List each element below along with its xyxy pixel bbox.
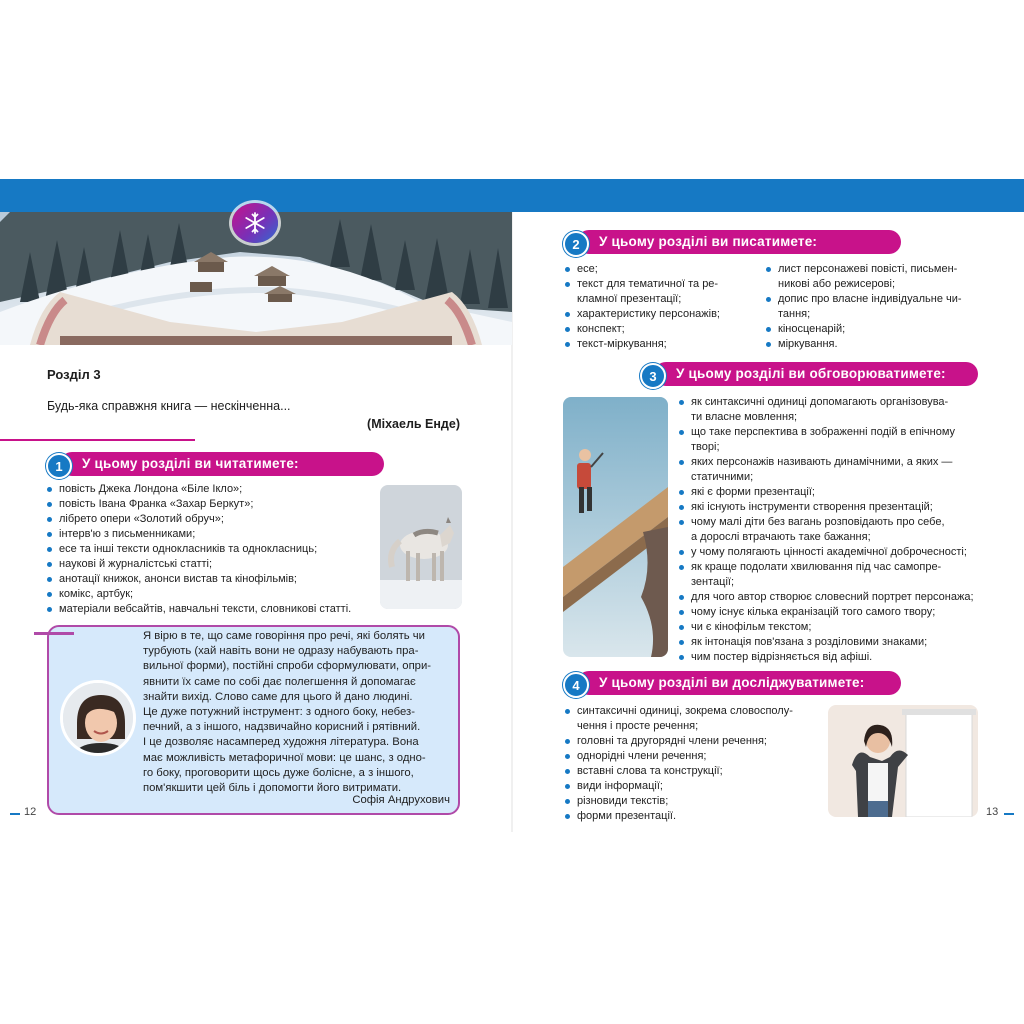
mountain-climber-photo (563, 397, 668, 657)
section-number: 2 (563, 231, 589, 257)
list-item: міркування. (766, 337, 984, 352)
epigraph-author: (Міхаель Енде) (367, 417, 460, 431)
quote-line: явнити їх саме по собі дає полегшення й допомагає (143, 675, 416, 688)
page-number-line (1004, 813, 1014, 815)
list-item: есе та інші тексти однокласників та однокласниць; (47, 542, 382, 557)
list-item: повість Івана Франка «Захар Беркут»; (47, 497, 382, 512)
page-number-right: 13 (986, 806, 999, 818)
list-item: допис про власне індивідуальне чи- тання; (766, 292, 984, 322)
list-item: комікс, артбук; (47, 587, 382, 602)
list-item: у чому полягають цінності академічної доброчесності; (679, 545, 984, 560)
list-item: чому існує кілька екранізацій того самого твору; (679, 605, 984, 620)
list-item: лист персонажеві повісті, письмен- никові або режисерові; (766, 262, 984, 292)
page-number-line (10, 813, 20, 815)
list-item: вставні слова та конструкції; (565, 764, 820, 779)
list-item: лібрето опери «Золотий обруч»; (47, 512, 382, 527)
section-title: У цьому розділі ви обговорюватимете: (654, 362, 978, 386)
list-item: інтерв'ю з письменниками; (47, 527, 382, 542)
quote-line: печний, а з іншого, надзвичайно корисний і рятівний. (143, 721, 421, 734)
wolf-photo (380, 485, 462, 609)
list-item: есе; (565, 262, 755, 277)
list-item: синтаксичні одиниці, зокрема словосполу- чення і просте речення; (565, 704, 820, 734)
quote-line: турбують (хай навіть вони не одразу набувають пра- (143, 645, 419, 658)
quote-tab (34, 632, 74, 635)
list-item: як краще подолати хвилювання під час самопре- зентації; (679, 560, 984, 590)
page-number-left: 12 (24, 806, 37, 818)
divider (0, 439, 195, 441)
list-item: чи є кінофільм текстом; (679, 620, 984, 635)
list-item: види інформації; (565, 779, 820, 794)
list-item: наукові й журналістські статті; (47, 557, 382, 572)
section-number: 3 (640, 363, 666, 389)
writing-list-col2 (766, 262, 984, 352)
list-item: які є форми презентації; (679, 485, 984, 500)
list-item: чим постер відрізняється від афіші. (679, 650, 984, 665)
list-item: як синтаксичні одиниці допомагають організовува- ти власне мовлення; (679, 395, 984, 425)
quote-text (143, 629, 451, 796)
list-item: повість Джека Лондона «Біле Ікло»; (47, 482, 382, 497)
snowflake-icon (232, 203, 278, 243)
quote-line: І це дозволяє насамперед художня література. Вона (143, 736, 419, 749)
list-item: форми презентації. (565, 809, 820, 824)
quote-line: знайти вихід. Слово саме для цього й дано людині. (143, 690, 413, 703)
epigraph: Будь-яка справжня книга — нескінченна... (47, 399, 291, 413)
writing-list-col1 (565, 262, 755, 352)
list-item: текст-міркування; (565, 337, 755, 352)
list-item: текст для тематичної та ре- кламної презентації; (565, 277, 755, 307)
presenter-photo (828, 705, 978, 817)
list-item: головні та другорядні члени речення; (565, 734, 820, 749)
list-item: однорідні члени речення; (565, 749, 820, 764)
section-title: У цьому розділі ви досліджуватимете: (577, 671, 901, 695)
quote-line: го боку, проговорити щось дуже болісне, а з іншого, (143, 766, 414, 779)
section-number: 1 (46, 453, 72, 479)
avatar (60, 680, 136, 756)
reading-list (47, 482, 382, 617)
list-item: для чого автор створює словесний портрет персонажа; (679, 590, 984, 605)
list-item: анотації книжок, анонси вистав та кінофільмів; (47, 572, 382, 587)
top-banner-bar (0, 179, 1024, 212)
research-list (565, 704, 820, 824)
quote-author: Софія Андрухович (352, 794, 450, 806)
section-number: 4 (563, 672, 589, 698)
quote-line: має можливість метафоричної мови: це шанс, з одно- (143, 751, 426, 764)
list-item: що таке перспектива в зображенні подій в епічному творі; (679, 425, 984, 455)
list-item: чому малі діти без вагань розповідають про себе, а дорослі втрачають таке бажання; (679, 515, 984, 545)
section-title: У цьому розділі ви читатимете: (60, 452, 384, 476)
quote-line: Я вірю в те, що саме говоріння про речі, які болять чи (143, 630, 425, 642)
list-item: кіносценарій; (766, 322, 984, 337)
section-title: У цьому розділі ви писатимете: (577, 230, 901, 254)
list-item: конспект; (565, 322, 755, 337)
discussion-list (679, 395, 984, 665)
quote-line: Це дуже потужний інструмент: з одного боку, небез- (143, 706, 415, 719)
list-item: які існують інструменти створення презентацій; (679, 500, 984, 515)
quote-line: вильної форми), постійні спроби сформулювати, опри- (143, 660, 432, 673)
list-item: матеріали вебсайтів, навчальні тексти, словникові статті. (47, 602, 382, 617)
quote-line: пом'якшити цей біль і допомогти його витримати. (143, 782, 402, 795)
list-item: як інтонація пов'язана з розділовими знаками; (679, 635, 984, 650)
chapter-title: Розділ 3 (47, 367, 101, 382)
list-item: різновиди текстів; (565, 794, 820, 809)
list-item: яких персонажів називають динамічними, а яких — статичними; (679, 455, 984, 485)
list-item: характеристику персонажів; (565, 307, 755, 322)
